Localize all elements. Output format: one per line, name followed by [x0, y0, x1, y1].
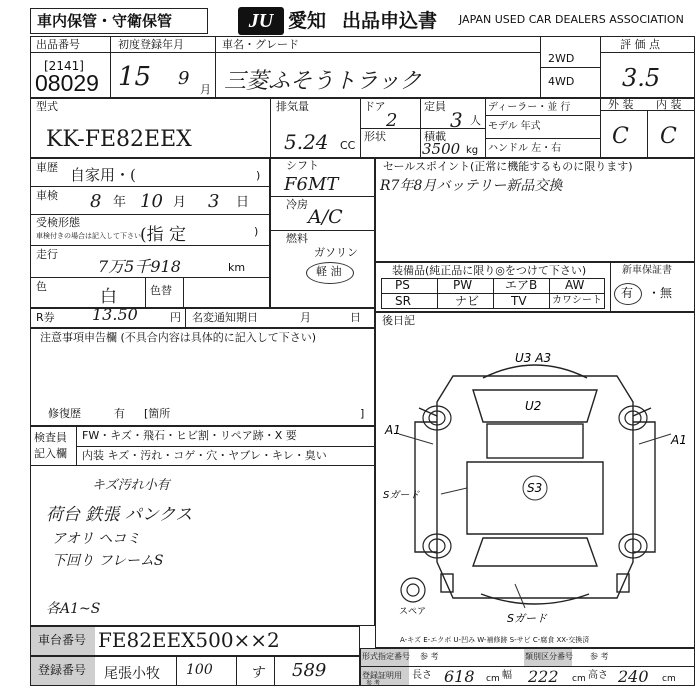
new-warranty-label: 新車保証書: [622, 265, 672, 276]
drive-4wd: 4WD: [548, 75, 575, 88]
rear-window: [473, 538, 597, 566]
reg-month-unit: 月: [200, 83, 211, 96]
notice-month: 月: [300, 311, 311, 324]
association-name: JAPAN USED CAR DEALERS ASSOCIATION: [459, 13, 684, 26]
shift-label: シフト: [286, 159, 319, 172]
inspection-label: 車検: [36, 189, 58, 202]
divider: [485, 115, 600, 116]
ac-value: A/C: [308, 206, 343, 228]
color-value: 白: [100, 287, 117, 307]
selling-points-frame: [375, 158, 695, 262]
storage-label: 車内保管・守衛保管: [37, 12, 173, 30]
repair-close: ]: [360, 407, 365, 420]
r-ticket-label: R券: [36, 311, 55, 324]
remark-5: 各A1~S: [46, 601, 101, 617]
divider: [270, 98, 271, 158]
divider: [185, 308, 186, 328]
name-label: 車名・グレード: [222, 38, 299, 51]
roof-panel: [487, 424, 583, 458]
insp-day: 3: [208, 191, 220, 212]
divider: [270, 230, 375, 231]
class-label: 類別区分番号: [525, 652, 573, 661]
remark-2: 荷台 鉄張 パンクス: [46, 505, 193, 525]
plate-number: 589: [292, 660, 327, 681]
accept-label: 受検形態: [36, 216, 80, 229]
repair-location: [箇所: [144, 407, 171, 420]
selling-points-text: R7年8月バッテリー新品交換: [380, 178, 563, 194]
equip-aw: AW: [565, 278, 585, 292]
width-unit: cm: [572, 674, 586, 684]
exterior-grade: C: [612, 124, 629, 149]
lot-number: 08029: [35, 70, 99, 96]
chassis-label: 車台番号: [38, 633, 87, 647]
disp-label: 排気量: [276, 100, 309, 113]
divider: [30, 277, 270, 278]
reg-month: 9: [178, 68, 190, 89]
history-close: ): [256, 169, 261, 182]
inspect-codes: FW・キズ・飛石・ヒビ割・リペア跡・X 要: [82, 429, 297, 442]
tag-right: A1: [671, 433, 687, 447]
divider: [600, 36, 601, 98]
chassis-value: FE82EEX500××2: [98, 628, 280, 652]
divider: [76, 446, 375, 447]
divider: [30, 214, 270, 215]
ac-label: 冷房: [286, 198, 308, 211]
roof-rear: [481, 594, 589, 604]
cargo-bed: [467, 462, 603, 534]
divider: [176, 656, 177, 686]
fuel-diesel: 軽 油: [316, 265, 342, 278]
height-label: 高さ: [588, 670, 608, 681]
tag-body: S3: [527, 481, 543, 495]
spare-label: スペア: [399, 607, 427, 617]
divider: [360, 128, 485, 129]
type-label: 型式: [36, 100, 58, 113]
reporting-label: 注意事項申告欄 (不具合内容は具体的に記入して下さい): [40, 331, 317, 344]
accept-value: (指 定: [140, 225, 187, 245]
equip-navi: ナビ: [455, 294, 480, 308]
length-value: 618: [444, 667, 475, 686]
right-side: [633, 422, 655, 552]
spare-wheel-inner: [407, 584, 419, 596]
equip-airbag: エアB: [505, 278, 538, 292]
history-value: 自家用・(: [70, 166, 136, 184]
reg-label: 初度登録年月: [118, 38, 184, 51]
length-label: 長さ: [412, 670, 432, 681]
load-value: 3500: [422, 140, 461, 158]
ju-logo-text: JU: [248, 10, 274, 32]
r-ticket-value: 13.50: [92, 305, 138, 324]
repair-has: 有: [114, 407, 125, 420]
fuel-gasoline: ガソリン: [314, 246, 358, 259]
remark-1: キズ汚れ小有: [92, 478, 170, 493]
divider: [215, 36, 216, 98]
mark-guard-arrow: [441, 488, 467, 494]
insp-month: 10: [140, 191, 163, 212]
reg-cert-ref: 参 考: [366, 680, 380, 687]
divider: [540, 67, 600, 68]
mark-bottom-arrow: [515, 584, 525, 608]
mark-left-arrow: [399, 434, 433, 444]
insp-month-unit: 月: [173, 195, 187, 210]
equip-leather-seat: カワシート: [552, 295, 602, 306]
equipment-grid: [381, 278, 607, 310]
reg-year: 15: [118, 62, 152, 92]
remark-4: 下回り フレームS: [52, 553, 164, 569]
doors-label: ドア: [364, 100, 386, 113]
damage-legend: A-キズ E-エクボ U-凹み W-補修跡 S-サビ C-腐食 XX-交換済: [400, 636, 590, 644]
tag-top: U3 A3: [515, 351, 552, 365]
repair-history-label: 修復歴: [48, 407, 81, 420]
handle-label: ハンドル 左・右: [488, 143, 562, 154]
disp-value: 5.24: [284, 130, 329, 154]
warranty-yes: 有: [621, 286, 634, 300]
load-label: 積載: [424, 130, 446, 143]
length-unit: cm: [486, 674, 500, 684]
divider: [485, 98, 486, 158]
selling-points-label: セールスポイント(正常に機能するものに限ります): [383, 160, 633, 173]
divider: [30, 52, 110, 53]
equip-pw: PW: [453, 278, 473, 292]
height-unit: cm: [662, 674, 676, 684]
r-ticket-unit: 円: [170, 311, 181, 324]
capacity-unit: 人: [470, 114, 481, 127]
reg-cert-label: 登録証明用: [362, 671, 402, 680]
exterior-label: 外 装: [608, 98, 634, 111]
model-year-label: モデル 年式: [488, 121, 541, 132]
dealer-label: ディーラー・並 行: [488, 102, 571, 113]
brand-name: 愛知: [288, 10, 327, 32]
inspector-label: 検査員: [34, 431, 67, 444]
divider: [30, 245, 270, 246]
notice-label: 名変通知期日: [192, 311, 258, 324]
ju-logo: [238, 7, 284, 35]
shift-value: F6MT: [284, 174, 339, 195]
color-no-label: 色替: [150, 284, 172, 297]
divider: [183, 277, 184, 308]
interior-label: 内 装: [656, 98, 682, 111]
equip-ps: PS: [395, 278, 410, 292]
divider: [110, 36, 111, 98]
tag-left: A1: [385, 423, 401, 437]
divider: [600, 98, 601, 158]
lot-label: 出品番号: [36, 38, 80, 51]
divider: [381, 293, 605, 294]
interior-codes: 内装 キズ・汚れ・コゲ・穴・ヤブレ・キレ・臭い: [82, 449, 327, 462]
divider: [274, 656, 275, 686]
color-label: 色: [36, 280, 47, 293]
score-value: 3.5: [622, 64, 661, 92]
mileage-label: 走行: [36, 248, 58, 261]
divider: [30, 186, 270, 187]
width-value: 222: [528, 667, 559, 686]
divider: [485, 138, 600, 139]
doors-value: 2: [386, 110, 398, 131]
plate-class: 100: [186, 662, 213, 678]
load-unit: kg: [466, 145, 479, 156]
capacity-value: 3: [450, 108, 463, 132]
vehicle-diagram: [375, 312, 695, 648]
height-value: 240: [618, 667, 649, 686]
plate-area: 尾張小牧: [104, 666, 160, 682]
insp-day-unit: 日: [236, 195, 250, 210]
tag-roof: U2: [525, 399, 542, 413]
plate-kana: す: [250, 665, 264, 681]
history-label: 車歴: [36, 161, 58, 174]
divider: [145, 277, 146, 308]
remark-3: アオリ ヘコミ: [52, 531, 141, 547]
shape-label: 形状: [364, 130, 386, 143]
score-label: 評 価 点: [620, 38, 660, 51]
mileage-unit: km: [228, 261, 246, 274]
mileage-value: 7万5千918: [98, 257, 181, 276]
document-title: 出品申込書: [342, 10, 438, 32]
equip-tv: TV: [511, 294, 527, 308]
divider: [270, 196, 375, 197]
divider: [236, 656, 237, 686]
tag-guard-left: Sガード: [383, 490, 420, 501]
spare-wheel: [401, 578, 425, 602]
insp-year-unit: 年: [113, 195, 127, 210]
capacity-label: 定員: [424, 100, 446, 113]
equip-sr: SR: [395, 294, 411, 308]
divider: [110, 52, 540, 53]
disp-unit: CC: [340, 139, 356, 152]
divider: [600, 52, 695, 53]
warranty-no: ・無: [648, 286, 673, 300]
type-value: KK-FE82EEX: [46, 127, 192, 152]
accept-note: 車検付きの場合は記入して下さい: [36, 232, 141, 240]
vehicle-name: 三菱ふそうトラック: [224, 69, 422, 94]
tag-guard-bottom: Sガード: [507, 612, 547, 625]
notice-day: 日: [350, 311, 361, 324]
fuel-label: 燃料: [286, 232, 308, 245]
class-ref: 参 考: [590, 652, 609, 661]
entry-label: 記入欄: [34, 447, 67, 460]
lot-bracket: [2141]: [44, 59, 84, 73]
divider: [647, 110, 648, 158]
plate-label: 登録番号: [38, 663, 87, 677]
width-label: 幅: [502, 670, 512, 681]
cert-ref: 参 考: [420, 652, 439, 661]
interior-grade: C: [660, 124, 677, 149]
drive-2wd: 2WD: [548, 52, 575, 65]
accept-close: ): [254, 225, 259, 238]
insp-year: 8: [90, 191, 102, 212]
after-label: 後日記: [382, 314, 415, 327]
divider: [610, 262, 611, 312]
cert-label: 形式指定番号: [362, 652, 410, 661]
equipment-label: 装備品(純正品に限り◎をつけて下さい): [392, 264, 587, 277]
